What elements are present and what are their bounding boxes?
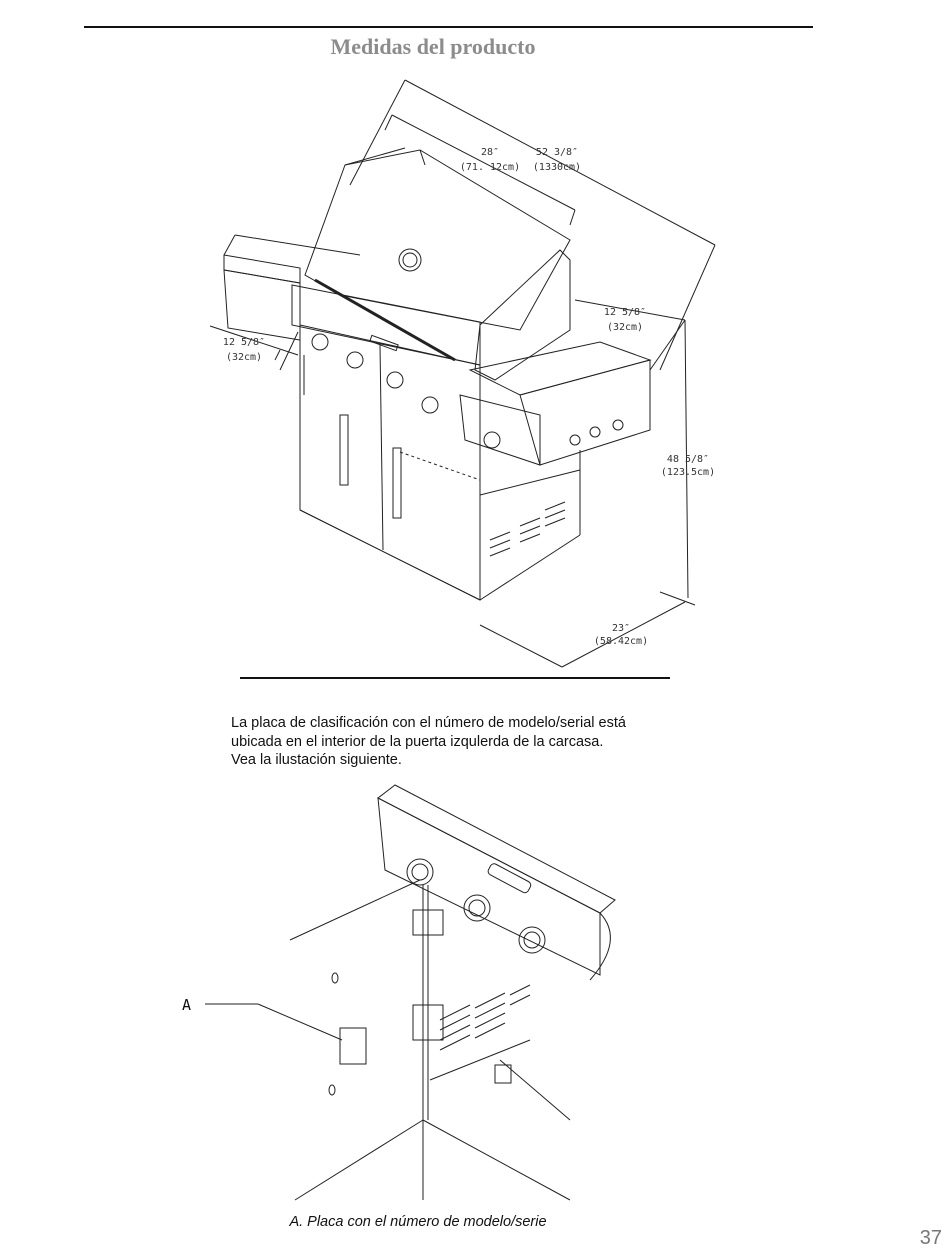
height-cm: (123.5cm)	[660, 467, 716, 478]
paragraph-line-2: ubicada en el interior de la puerta izqulerda de la carcasa.	[231, 733, 604, 750]
grill-dimensions-figure	[180, 70, 740, 680]
rating-plate-figure	[170, 780, 640, 1210]
depth-hood-inches: 28″	[480, 147, 500, 158]
page-number: 37	[919, 1227, 942, 1249]
right-shelf-cm: (32cm)	[606, 322, 644, 333]
rating-plate	[340, 1028, 366, 1064]
height-inches: 48 5/8″	[666, 454, 710, 465]
section-rule	[240, 677, 670, 679]
rating-plate-paragraph	[231, 714, 691, 770]
left-shelf-inches: 12 5/8″	[222, 337, 266, 348]
paragraph-line-1: La placa de clasificación con el número de modelo/serial está	[231, 715, 626, 731]
total-width-cm: (1330cm)	[532, 162, 582, 173]
page-title: Medidas del producto	[330, 34, 536, 59]
base-depth-inches: 23″	[611, 623, 631, 634]
figure-caption: A. Placa con el número de modelo/serie	[289, 1214, 547, 1230]
base-depth-cm: (58.42cm)	[593, 636, 649, 647]
total-width-inches: 52 3/8″	[535, 147, 579, 158]
right-shelf-inches: 12 5/8″	[603, 307, 647, 318]
top-rule	[84, 26, 813, 28]
paragraph-line-3: Vea la ilustación siguiente.	[231, 752, 402, 768]
depth-hood-cm: (71. 12cm)	[459, 162, 521, 173]
callout-label-a: A	[182, 996, 192, 1014]
left-shelf-cm: (32cm)	[225, 352, 263, 363]
